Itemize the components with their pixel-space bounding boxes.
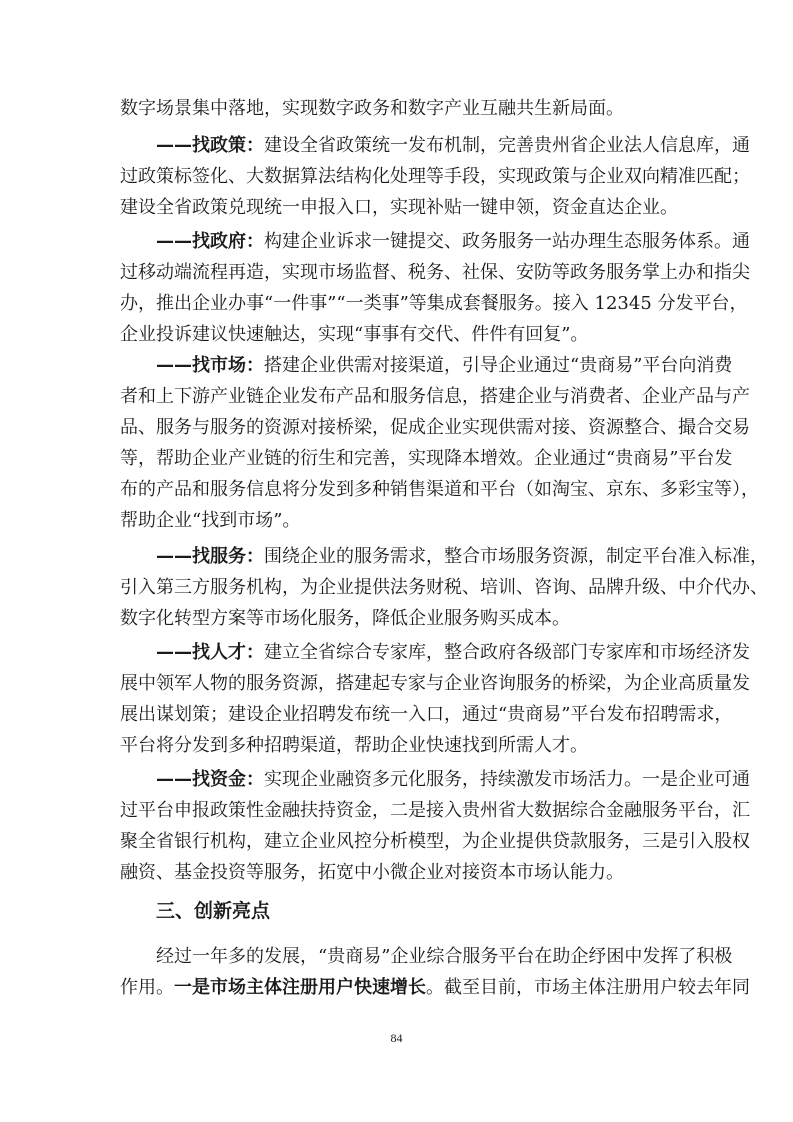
funding-para-line-1: ——找资金：实现企业融资多元化服务，持续激发市场活力。一是企业可通	[156, 769, 750, 790]
talent-para-line-1: ——找人才：建立全省综合专家库，整合政府各级部门专家库和市场经济发	[156, 642, 750, 663]
talent-lead: ——找人才：	[156, 642, 264, 663]
market-para-line-1: ——找市场：搭建企业供需对接渠道，引导企业通过“贵商易”平台向消费	[156, 355, 733, 376]
intro-tail-line: 数字场景集中落地，实现数字政务和数字产业互融共生新局面。	[120, 98, 624, 119]
market-para-line-4: 等，帮助企业产业链的衍生和完善，实现降本增效。企业通过“贵商易”平台发	[120, 448, 733, 469]
highlight-growth: 一是市场主体注册用户快速增长	[174, 977, 426, 998]
funding-lead: ——找资金：	[156, 769, 264, 790]
section-heading: 三、创新亮点	[156, 900, 271, 922]
service-para-line-2: 引入第三方服务机构，为企业提供法务财税、培训、咨询、品牌升级、中介代办、	[120, 577, 768, 598]
policy-para-line-3: 建设全省政策兑现统一申报入口，实现补贴一键申领，资金直达企业。	[120, 197, 678, 218]
page-number: 84	[390, 1031, 403, 1045]
talent-para-line-4: 平台将分发到多种招聘渠道，帮助企业快速找到所需人才。	[120, 735, 588, 756]
policy-para-line-2: 过政策标签化、大数据算法结构化处理等手段，实现政策与企业双向精准匹配；	[120, 166, 750, 187]
service-para-line-3: 数字化转型方案等市场化服务，降低企业服务购买成本。	[120, 608, 570, 629]
market-para-line-5: 布的产品和服务信息将分发到多种销售渠道和平台（如淘宝、京东、多彩宝等），	[120, 479, 759, 500]
government-para-line-2: 过移动端流程再造，实现市场监督、税务、社保、安防等政务服务掌上办和指尖	[120, 262, 750, 283]
final-para-line-2: 作用。一是市场主体注册用户快速增长。截至目前，市场主体注册用户较去年同	[120, 977, 750, 998]
policy-para-line-1: ——找政策：建设全省政策统一发布机制，完善贵州省企业法人信息库，通	[156, 135, 750, 156]
government-para-line-4: 企业投诉建议快速触达，实现“事事有交代、件件有回复”。	[120, 324, 589, 345]
government-lead: ——找政府：	[156, 231, 264, 252]
government-para-line-1: ——找政府：构建企业诉求一键提交、政务服务一站办理生态服务体系。通	[156, 231, 750, 252]
funding-para-line-4: 融资、基金投资等服务，拓宽中小微企业对接资本市场认能力。	[120, 862, 624, 883]
government-para-line-3: 办，推出企业办事“一件事”“一类事”等集成套餐服务。接入 12345 分发平台，	[120, 293, 748, 314]
market-para-line-3: 品、服务与服务的资源对接桥梁，促成企业实现供需对接、资源整合、撮合交易	[120, 417, 750, 438]
funding-para-line-3: 聚全省银行机构，建立企业风控分析模型，为企业提供贷款服务，三是引入股权	[120, 831, 750, 852]
market-para-line-6: 帮助企业“找到市场”。	[120, 510, 301, 531]
service-lead: ——找服务：	[156, 546, 264, 567]
funding-para-line-2: 过平台申报政策性金融扶持资金，二是接入贵州省大数据综合金融服务平台，汇	[120, 800, 750, 821]
final-para-line-1: 经过一年多的发展，“贵商易”企业综合服务平台在助企纾困中发挥了积极	[156, 946, 733, 967]
policy-lead: ——找政策：	[156, 135, 264, 156]
talent-para-line-2: 展中领军人物的服务资源，搭建起专家与企业咨询服务的桥梁，为企业高质量发	[120, 673, 750, 694]
market-para-line-2: 者和上下游产业链企业发布产品和服务信息，搭建企业与消费者、企业产品与产	[120, 386, 750, 407]
talent-para-line-3: 展出谋划策；建设企业招聘发布统一入口，通过“贵商易”平台发布招聘需求，	[120, 704, 733, 725]
market-lead: ——找市场：	[156, 355, 264, 376]
service-para-line-1: ——找服务：围绕企业的服务需求，整合市场服务资源，制定平台准入标准，	[156, 546, 768, 567]
